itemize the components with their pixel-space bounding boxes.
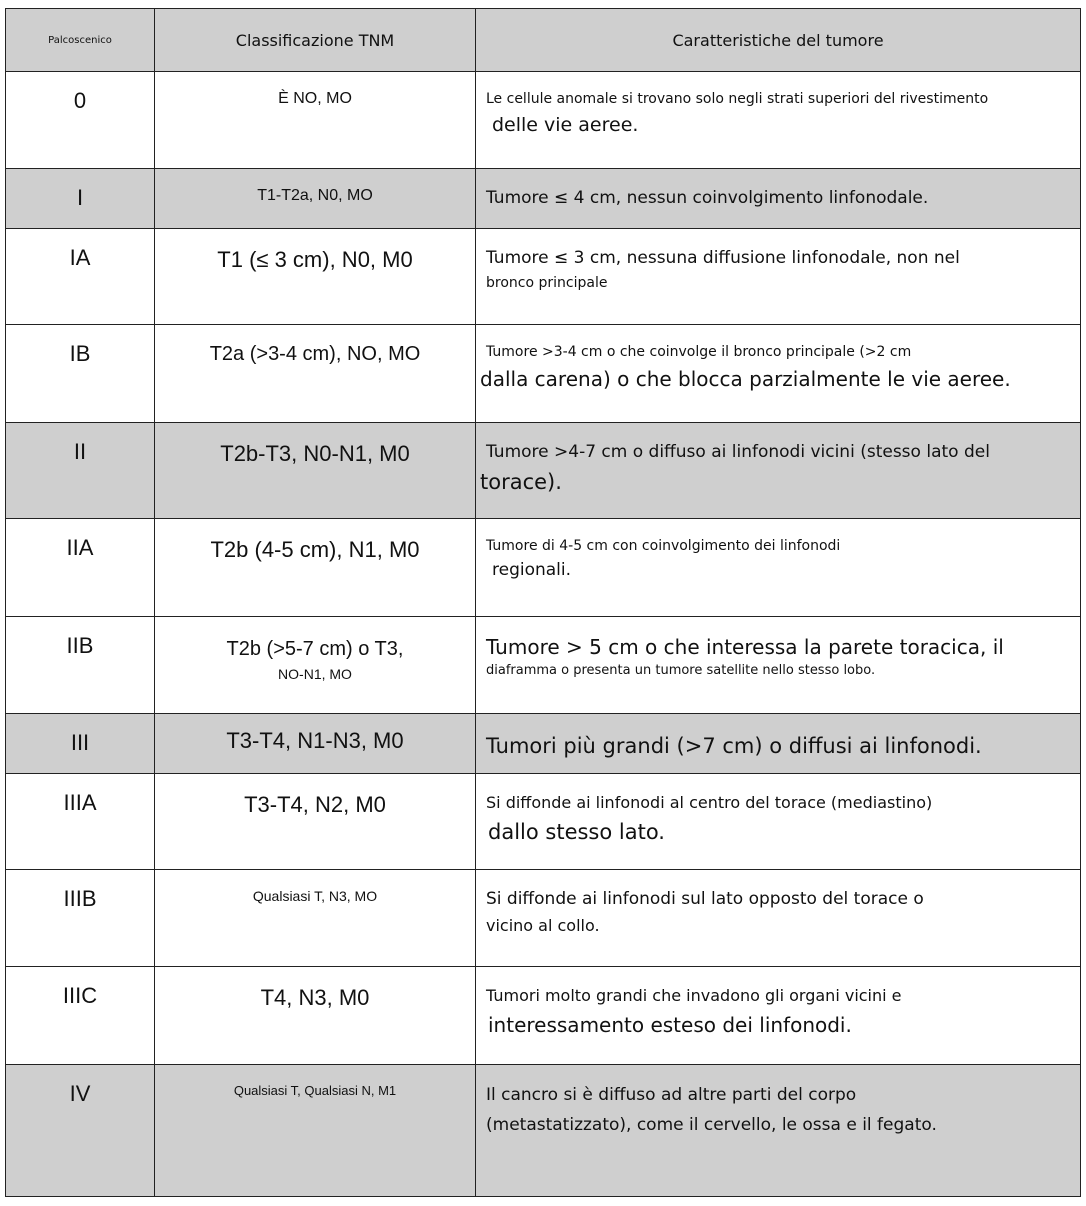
desc-line: Tumore di 4-5 cm con coinvolgimento dei linfonodi (486, 538, 841, 554)
stage-cell: II (6, 423, 155, 519)
table-row (6, 229, 1081, 325)
table-row (6, 169, 1081, 229)
tnm-cell (155, 72, 476, 169)
tnm-line: Qualsiasi T, Qualsiasi N, M1 (233, 1083, 397, 1098)
tnm-line: T2b (4-5 cm), N1, M0 (210, 537, 420, 562)
desc-line: diaframma o presenta un tumore satellite nello stesso lobo. (486, 663, 876, 678)
desc-line: Tumori più grandi (>7 cm) o diffusi ai linfonodi. (486, 734, 982, 758)
tnm-cell (155, 169, 476, 229)
tnm-cell (155, 229, 476, 325)
stage-cell: 0 (6, 72, 155, 169)
table-row (6, 617, 1081, 714)
tnm-line: T3-T4, N2, M0 (244, 792, 386, 817)
tnm-line: T2b-T3, N0-N1, M0 (220, 441, 410, 466)
desc-line: dallo stesso lato. (488, 819, 665, 844)
stage-cell: IIA (6, 519, 155, 617)
tnm-cell (155, 519, 476, 617)
desc-line: bronco principale (486, 275, 608, 292)
header-tnm: Classificazione TNM (155, 9, 476, 72)
table-row (6, 72, 1081, 169)
desc-cell (476, 714, 1081, 774)
desc-line: Tumore ≤ 3 cm, nessuna diffusione linfonodale, non nel (486, 248, 960, 268)
desc-cell (476, 325, 1081, 423)
tnm-line: NO-N1, MO (278, 666, 352, 682)
tnm-line: T1 (≤ 3 cm), N0, M0 (217, 247, 413, 272)
desc-line: dalla carena) o che blocca parzialmente le vie aeree. (480, 367, 1011, 392)
stage-cell: III (6, 714, 155, 774)
tnm-line: T4, N3, M0 (260, 985, 370, 1010)
table-row (6, 714, 1081, 774)
stage-cell: I (6, 169, 155, 229)
desc-line: (metastatizzato), come il cervello, le ossa e il fegato. (486, 1114, 937, 1135)
tnm-cell (155, 714, 476, 774)
desc-line: Tumore >4-7 cm o diffuso ai linfonodi vicini (stesso lato del (486, 442, 990, 462)
desc-line: Si diffonde ai linfonodi sul lato opposto del torace o (486, 889, 924, 909)
table-row (6, 423, 1081, 519)
desc-line: delle vie aeree. (492, 114, 639, 137)
tnm-line: È NO, MO (278, 90, 352, 107)
desc-line: Tumore > 5 cm o che interessa la parete toracica, il (486, 635, 1004, 659)
tnm-cell (155, 870, 476, 967)
tnm-cell (155, 1065, 476, 1197)
table-row (6, 325, 1081, 423)
desc-cell (476, 169, 1081, 229)
desc-line: regionali. (492, 560, 572, 581)
stage-cell: IIIB (6, 870, 155, 967)
table-row (6, 870, 1081, 967)
table-row (6, 967, 1081, 1065)
header-stage: Palcoscenico (6, 9, 155, 72)
desc-cell (476, 423, 1081, 519)
desc-line: Tumore ≤ 4 cm, nessun coinvolgimento linfonodale. (486, 188, 929, 208)
desc-cell (476, 229, 1081, 325)
desc-line: vicino al collo. (486, 916, 600, 936)
desc-cell (476, 519, 1081, 617)
desc-cell (476, 72, 1081, 169)
desc-line: torace). (480, 470, 562, 495)
stage-cell: IIB (6, 617, 155, 714)
table-row (6, 1065, 1081, 1197)
tnm-line: T2b (>5-7 cm) o T3, (226, 638, 404, 660)
stage-cell: IB (6, 325, 155, 423)
desc-cell (476, 967, 1081, 1065)
stage-cell: IIIA (6, 774, 155, 870)
desc-cell (476, 1065, 1081, 1197)
tnm-cell (155, 774, 476, 870)
header-row (6, 9, 1081, 72)
stage-cell: IV (6, 1065, 155, 1197)
desc-line: Le cellule anomale si trovano solo negli strati superiori del rivestimento (486, 91, 989, 107)
desc-line: Tumori molto grandi che invadono gli organi vicini e (486, 986, 902, 1005)
table-row (6, 519, 1081, 617)
table-row (6, 774, 1081, 870)
desc-line: Il cancro si è diffuso ad altre parti del corpo (486, 1085, 857, 1105)
header-features: Caratteristiche del tumore (476, 9, 1081, 72)
tnm-cell (155, 617, 476, 714)
desc-cell (476, 774, 1081, 870)
tnm-line: Qualsiasi T, N3, MO (252, 888, 378, 904)
tnm-line: T2a (>3-4 cm), NO, MO (209, 343, 421, 365)
tnm-line: T3-T4, N1-N3, M0 (226, 728, 404, 753)
stage-cell: IIIC (6, 967, 155, 1065)
tnm-cell (155, 967, 476, 1065)
desc-cell (476, 617, 1081, 714)
desc-line: Tumore >3-4 cm o che coinvolge il bronco principale (>2 cm (486, 344, 912, 360)
tnm-line: T1-T2a, N0, MO (257, 187, 373, 204)
tnm-cell (155, 325, 476, 423)
desc-cell (476, 870, 1081, 967)
stage-cell: IA (6, 229, 155, 325)
tnm-cell (155, 423, 476, 519)
desc-line: Si diffonde ai linfonodi al centro del torace (mediastino) (486, 793, 933, 812)
desc-line: interessamento esteso dei linfonodi. (488, 1012, 852, 1037)
tnm-staging-table (5, 8, 1081, 1197)
